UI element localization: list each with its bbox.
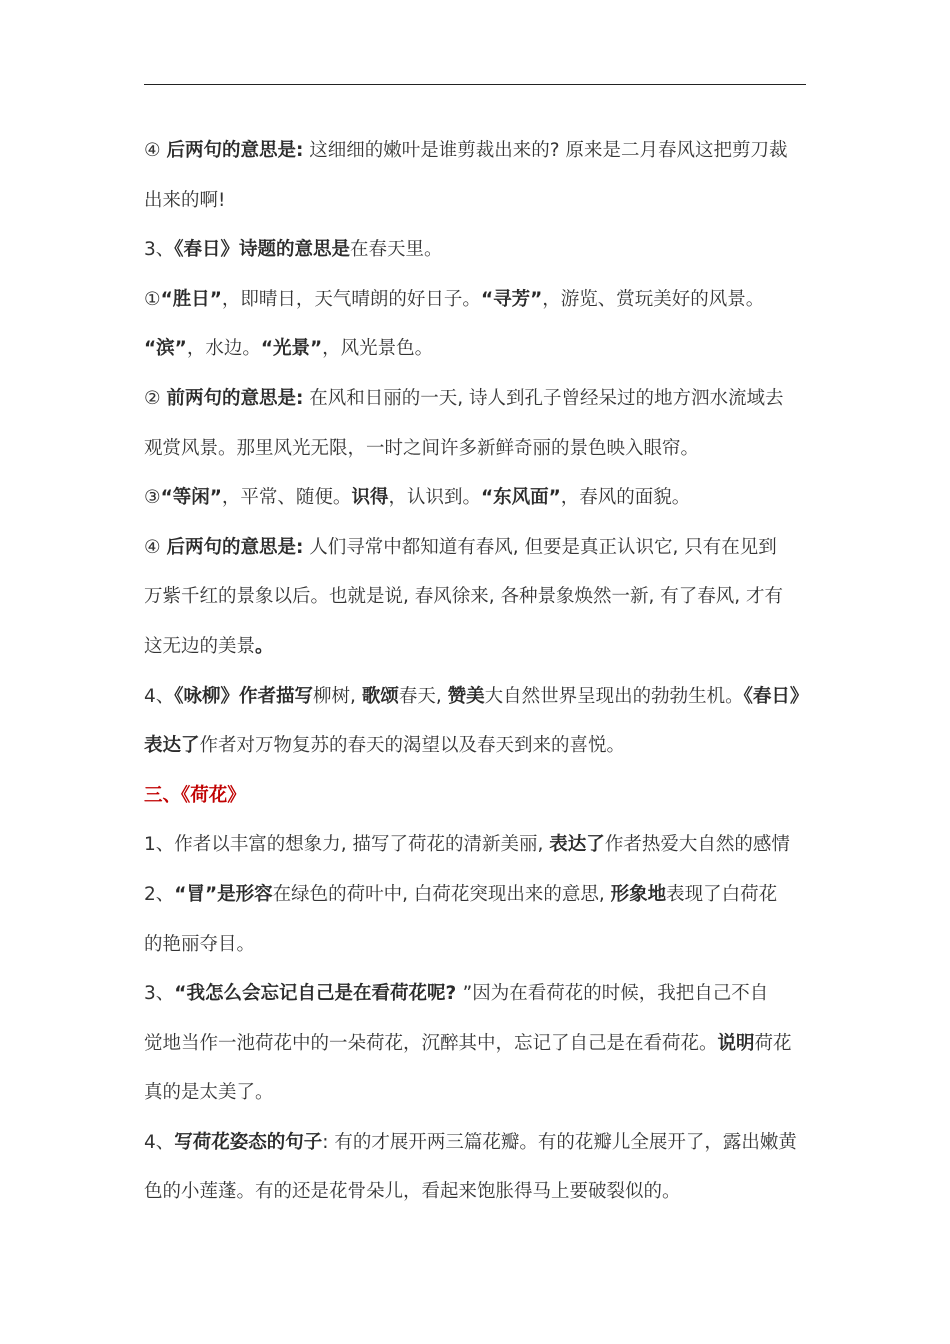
text-segment: 这无边的美景	[144, 635, 256, 657]
text-line	[144, 622, 814, 672]
text-segment: 真的是太美了。	[144, 1082, 274, 1104]
text-segment: 4、	[144, 685, 175, 707]
bold-text: 《春日》	[743, 685, 809, 707]
text-segment: : 有的才展开两三篇花瓣。有的花瓣儿全展开了，露出嫩黄	[322, 1131, 797, 1153]
bold-text: 形象地	[610, 883, 667, 905]
text-segment: ，游览、赏玩美好的风景。	[542, 288, 765, 310]
bold-text: 表达了	[144, 735, 200, 757]
text-segment: 柳树,	[313, 685, 362, 707]
text-segment: ”因为在看荷花的时候，我把自己不自	[462, 983, 769, 1005]
text-line	[144, 572, 814, 622]
text-segment: 觉地当作一池荷花中的一朵荷花，沉醉其中，忘记了自己是在看荷花。	[144, 1032, 718, 1054]
text-segment: ④	[144, 536, 167, 558]
text-segment: 在绿色的荷叶中, 白荷花突现出来的意思,	[272, 883, 611, 905]
text-segment: 荷花	[754, 1032, 792, 1054]
text-segment: 4、	[144, 1131, 175, 1153]
text-segment: ，认识到。	[388, 487, 481, 509]
bold-text: “寻芳”	[480, 288, 543, 310]
text-segment: ②	[144, 387, 167, 409]
bold-text: 表达了	[549, 834, 605, 856]
text-segment: 人们寻常中都知道有春风, 但要是真正认识它, 只有在见到	[303, 536, 777, 558]
text-segment: 观赏风景。那里风光无限，一时之间许多新鲜奇丽的景色映入眼帘。	[144, 437, 700, 459]
bold-text: 前两句的意思是:	[166, 387, 304, 409]
bold-text: 后两句的意思是:	[166, 140, 304, 161]
text-line	[144, 672, 814, 722]
text-line	[144, 870, 814, 920]
bold-text: “等闲”	[160, 487, 222, 509]
text-line	[144, 1068, 814, 1118]
text-line	[144, 820, 814, 870]
bold-text: 赞美	[447, 685, 485, 707]
text-line	[144, 969, 814, 1019]
bold-text: 识得	[351, 487, 389, 509]
text-line	[144, 225, 814, 275]
text-line	[144, 721, 814, 771]
text-line	[144, 126, 814, 176]
text-segment: 表现了白荷花	[666, 883, 778, 905]
bold-text: 歌颂	[361, 685, 399, 707]
bold-text: “光景”	[260, 338, 323, 360]
text-segment: ，即晴日，天气晴朗的好日子。	[221, 288, 481, 310]
text-segment: 3、	[144, 239, 175, 261]
text-segment: 1、作者以丰富的想象力, 描写了荷花的清新美丽,	[144, 834, 550, 856]
bold-text: “滨”	[144, 338, 187, 360]
document-body	[144, 126, 814, 1217]
text-segment: ①	[144, 288, 161, 310]
header-rule	[144, 84, 806, 85]
bold-text: “东风面”	[480, 487, 561, 509]
text-line	[144, 771, 814, 821]
bold-text: 《咏柳》作者描写	[174, 685, 314, 707]
bold-text: “胜日”	[160, 288, 222, 310]
section-heading: 三、《荷花》	[144, 784, 246, 806]
text-segment: 大自然世界呈现出的勃勃生机。	[484, 685, 744, 707]
text-segment: 在风和日丽的一天, 诗人到孔子曾经呆过的地方泗水流域去	[303, 387, 784, 409]
text-line	[144, 275, 814, 325]
bold-text: 。	[255, 635, 274, 657]
text-line	[144, 920, 814, 970]
text-segment: 在春天里。	[350, 239, 443, 261]
bold-text: 后两句的意思是:	[166, 536, 304, 558]
text-line	[144, 324, 814, 374]
text-line	[144, 473, 814, 523]
bold-text: 写荷花姿态的句子	[174, 1131, 323, 1153]
text-segment: 的艳丽夺目。	[144, 933, 256, 955]
text-segment: 出来的啊!	[144, 189, 226, 211]
bold-text: “冒”是形容	[174, 883, 273, 905]
text-segment: ，风光景色。	[322, 338, 434, 360]
text-segment: 这细细的嫩叶是谁剪裁出来的? 原来是二月春风这把剪刀裁	[303, 140, 788, 161]
text-segment: 作者热爱大自然的感情	[604, 834, 790, 856]
text-segment: ，水边。	[186, 338, 261, 360]
text-segment: ，平常、随便。	[221, 487, 352, 509]
text-line	[144, 1118, 814, 1168]
text-segment: ③	[144, 487, 161, 509]
text-segment: ④	[144, 140, 167, 161]
text-segment: 3、	[144, 983, 175, 1005]
text-segment: 春天,	[398, 685, 448, 707]
text-segment: ，春风的面貌。	[560, 487, 691, 509]
text-line	[144, 176, 814, 226]
text-line	[144, 374, 814, 424]
text-line	[144, 1167, 814, 1217]
text-segment: 2、	[144, 883, 175, 905]
text-segment: 万紫千红的景象以后。也就是说, 春风徐来, 各种景象焕然一新, 有了春风, 才有	[144, 586, 784, 608]
text-line	[144, 424, 814, 474]
text-segment: 色的小莲蓬。有的还是花骨朵儿，看起来饱胀得马上要破裂似的。	[144, 1181, 681, 1203]
bold-text: 说明	[717, 1032, 755, 1054]
text-line	[144, 523, 814, 573]
text-line	[144, 1019, 814, 1069]
text-segment: 作者对万物复苏的春天的渴望以及春天到来的喜悦。	[199, 735, 626, 757]
bold-text: “我怎么会忘记自己是在看荷花呢?	[174, 983, 463, 1005]
bold-text: 《春日》诗题的意思是	[174, 239, 351, 261]
